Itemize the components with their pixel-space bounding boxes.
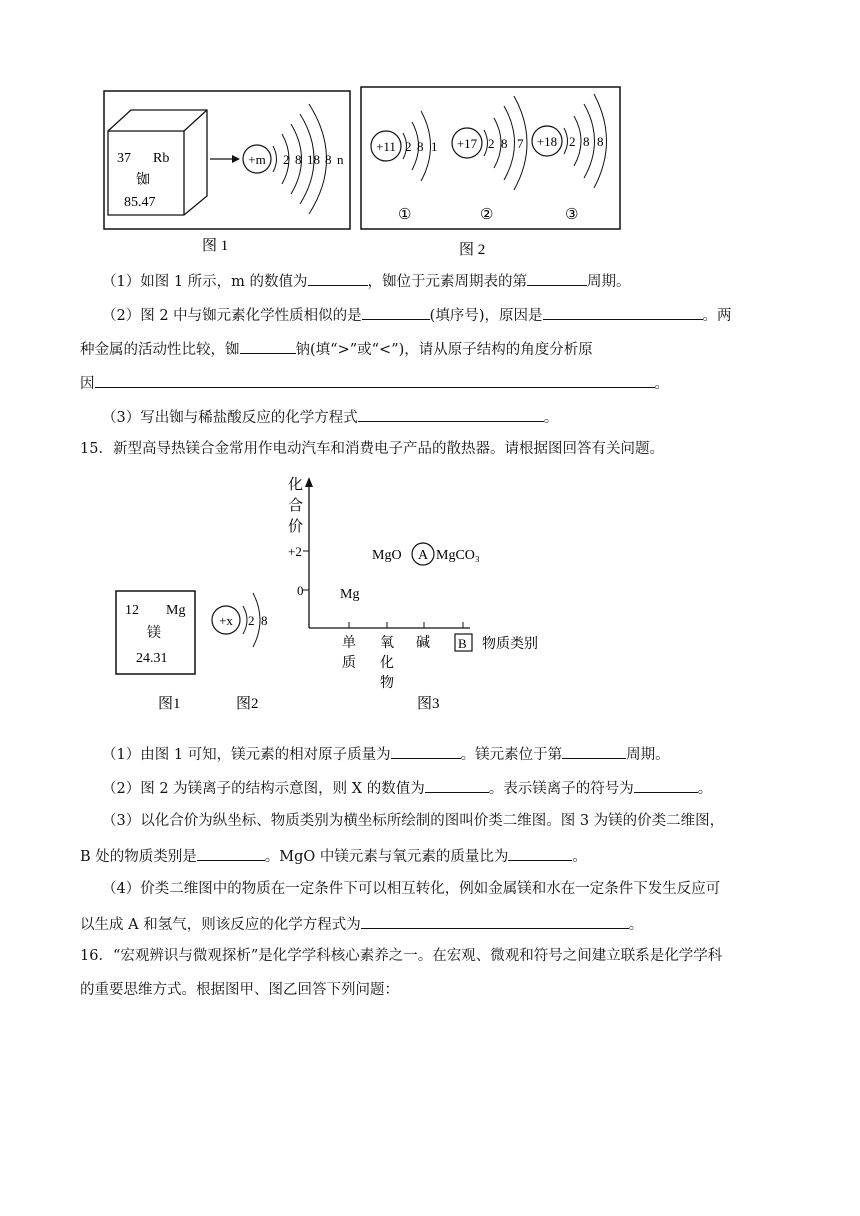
q15-p1-text-c: 周期。 [626,747,670,763]
q15-part4 [102,879,720,899]
q15-p3-text-b: B 处的物质类别是 [80,849,197,865]
mg-symbol: Mg [166,603,186,618]
rb-figures [0,0,860,260]
atom1-shell-3: 1 [431,139,438,154]
point-mgco3: MgCO₃ [436,548,480,563]
q15-p1-text-a: （1）由图 1 可知，镁元素的相对原子质量为 [102,747,391,763]
atom1-label: ① [398,207,412,223]
q15-p2-text-c: 。 [697,781,713,797]
answer-blank[interactable] [358,406,544,422]
mg-fig3-caption: 图3 [417,696,440,712]
rb-shell-3: 18 [307,152,320,167]
rb-shell-2: 8 [295,152,302,167]
answer-blank[interactable] [197,845,265,861]
q15-part2 [102,777,712,799]
atom3-label: ③ [565,207,579,223]
answer-blank[interactable] [508,845,572,861]
point-mgo: MgO [372,548,402,563]
q14-p2-text-e: 钠(填“>”或“<”)，请从原子结构的角度分析原 [295,342,593,358]
q14-p1-text-a: （1）如图 1 所示，m 的数值为 [102,274,308,290]
q14-p2-text-b: (填序号)，原因是 [429,308,543,324]
point-a: A [417,548,429,563]
atom3-shell-1: 2 [569,134,576,149]
answer-blank[interactable] [361,913,629,929]
q15-p3-text-c: 。MgO 中镁元素与氧元素的质量比为 [264,849,509,865]
q15-p1-text-b: 。镁元素位于第 [460,747,563,763]
atom2-shell-1: 2 [488,136,495,151]
atom3-nucleus: +18 [536,134,558,149]
atom2-label: ② [480,207,494,223]
rb-shell-4: 8 [325,152,332,167]
q15-p4-text-c: 。 [628,917,644,933]
atom1-shell-2: 8 [417,139,424,154]
rb-shell-5: n [337,152,344,167]
y-label-char-3: 价 [288,519,304,535]
q15-p4-text-b: 以生成 A 和氢气，则该反应的化学方程式为 [80,917,361,933]
q15-stem: 15．新型高导热镁合金常用作电动汽车和消费电子产品的散热器。请根据图回答有关问题。 [80,441,664,457]
rb-name: 铷 [136,173,150,188]
answer-blank[interactable] [543,304,703,320]
q15-part1 [102,743,670,765]
q15-p4-text-a: （4）价类二维图中的物质在一定条件下可以相互转化，例如金属镁和水在一定条件下发生反应可 [102,881,721,897]
q14-p3-text-b: 。 [543,410,559,426]
atom2-nucleus: +17 [456,136,478,151]
answer-blank[interactable] [562,743,626,759]
q14-p2-text-a: （2）图 2 中与铷元素化学性质相似的是 [102,308,362,324]
rb-symbol: Rb [153,151,170,166]
q15-p2-text-b: 。表示镁离子的符号为 [488,781,634,797]
rb-shell-1: 2 [283,152,290,167]
x-cat-b: B [458,636,467,651]
x-cat-elemental-2: 质 [342,656,356,671]
answer-blank[interactable] [634,777,698,793]
q14-p2-text-c: 。两 [702,308,732,324]
atom3-shell-2: 8 [583,134,590,149]
rb-number: 37 [117,151,131,166]
mg-figures [0,465,860,725]
arrow-head-icon [232,155,240,163]
point-mg: Mg [340,587,360,602]
x-cat-oxide-2: 化 [380,656,394,671]
q14-part3 [102,406,558,428]
mg-ion-nucleus-label: +x [219,613,233,628]
y-label-char-1: 化 [288,477,304,493]
q14-part2 [102,304,732,326]
x-cat-oxide-1: 氧 [380,636,394,651]
mg-ion-shell-2: 8 [261,613,268,628]
x-axis-label: 物质类别 [482,637,538,652]
q15-p3-text-a: （3）以化合价为纵坐标、物质类别为横坐标所绘制的图叫价类二维图。图 3 为镁的价类二维图， [102,813,725,829]
q15-part4-cont [80,913,643,935]
mg-name: 镁 [147,626,161,641]
atom3-shell-3: 8 [597,134,604,149]
y-axis-arrow-icon [305,477,313,487]
q14-p2-text-f: 因 [80,376,95,392]
q14-p1-text-c: 周期。 [587,274,631,290]
answer-blank[interactable] [391,743,461,759]
rb-nucleus-label: +m [248,152,266,167]
q14-p2-text-g: 。 [654,376,669,392]
mg-mass: 24.31 [136,651,168,666]
y-tick-plus2: +2 [288,544,302,559]
q16-stem-line2: 的重要思维方式。根据图甲、图乙回答下列问题： [80,982,399,998]
mg-fig1-caption: 图1 [158,696,181,712]
q14-part2-reason [80,372,669,394]
answer-blank[interactable] [308,270,368,286]
q14-p1-text-b: ，铷位于元素周期表的第 [367,274,528,290]
answer-blank[interactable] [425,777,489,793]
x-cat-oxide-3: 物 [380,676,394,691]
q14-p3-text-a: （3）写出铷与稀盐酸反应的化学方程式 [102,410,358,426]
answer-blank[interactable] [527,270,587,286]
q15-part3 [102,811,724,831]
rb-mass: 85.47 [124,195,156,210]
answer-blank[interactable] [95,372,655,388]
q14-part1 [102,270,631,292]
y-label-char-2: 合 [288,498,304,514]
y-tick-0: 0 [297,583,304,598]
atom2-shell-2: 8 [501,136,508,151]
q14-part2-cont [80,338,593,360]
atom1-shell-1: 2 [405,139,412,154]
mg-fig2-caption: 图2 [236,696,259,712]
atom1-nucleus: +11 [376,139,396,154]
q16-stem-line1: 16．“宏观辨识与微观探析”是化学学科核心素养之一。在宏观、微观和符号之间建立联系是化学学科 [80,948,723,964]
q15-p3-text-d: 。 [572,849,587,865]
x-cat-base: 碱 [416,636,430,651]
fig1-caption: 图 1 [202,238,229,254]
q15-p2-text-a: （2）图 2 为镁离子的结构示意图，则 X 的数值为 [102,781,425,797]
mg-number: 12 [125,603,139,618]
q14-p2-text-d: 种金属的活动性比较，铷 [80,342,240,358]
atom2-shell-3: 7 [517,136,524,151]
answer-blank[interactable] [240,338,296,354]
fig2-caption: 图 2 [459,242,486,258]
q15-part3-cont [80,845,587,867]
answer-blank[interactable] [362,304,430,320]
mg-ion-shell-1: 2 [248,613,255,628]
x-cat-elemental-1: 单 [342,636,356,651]
